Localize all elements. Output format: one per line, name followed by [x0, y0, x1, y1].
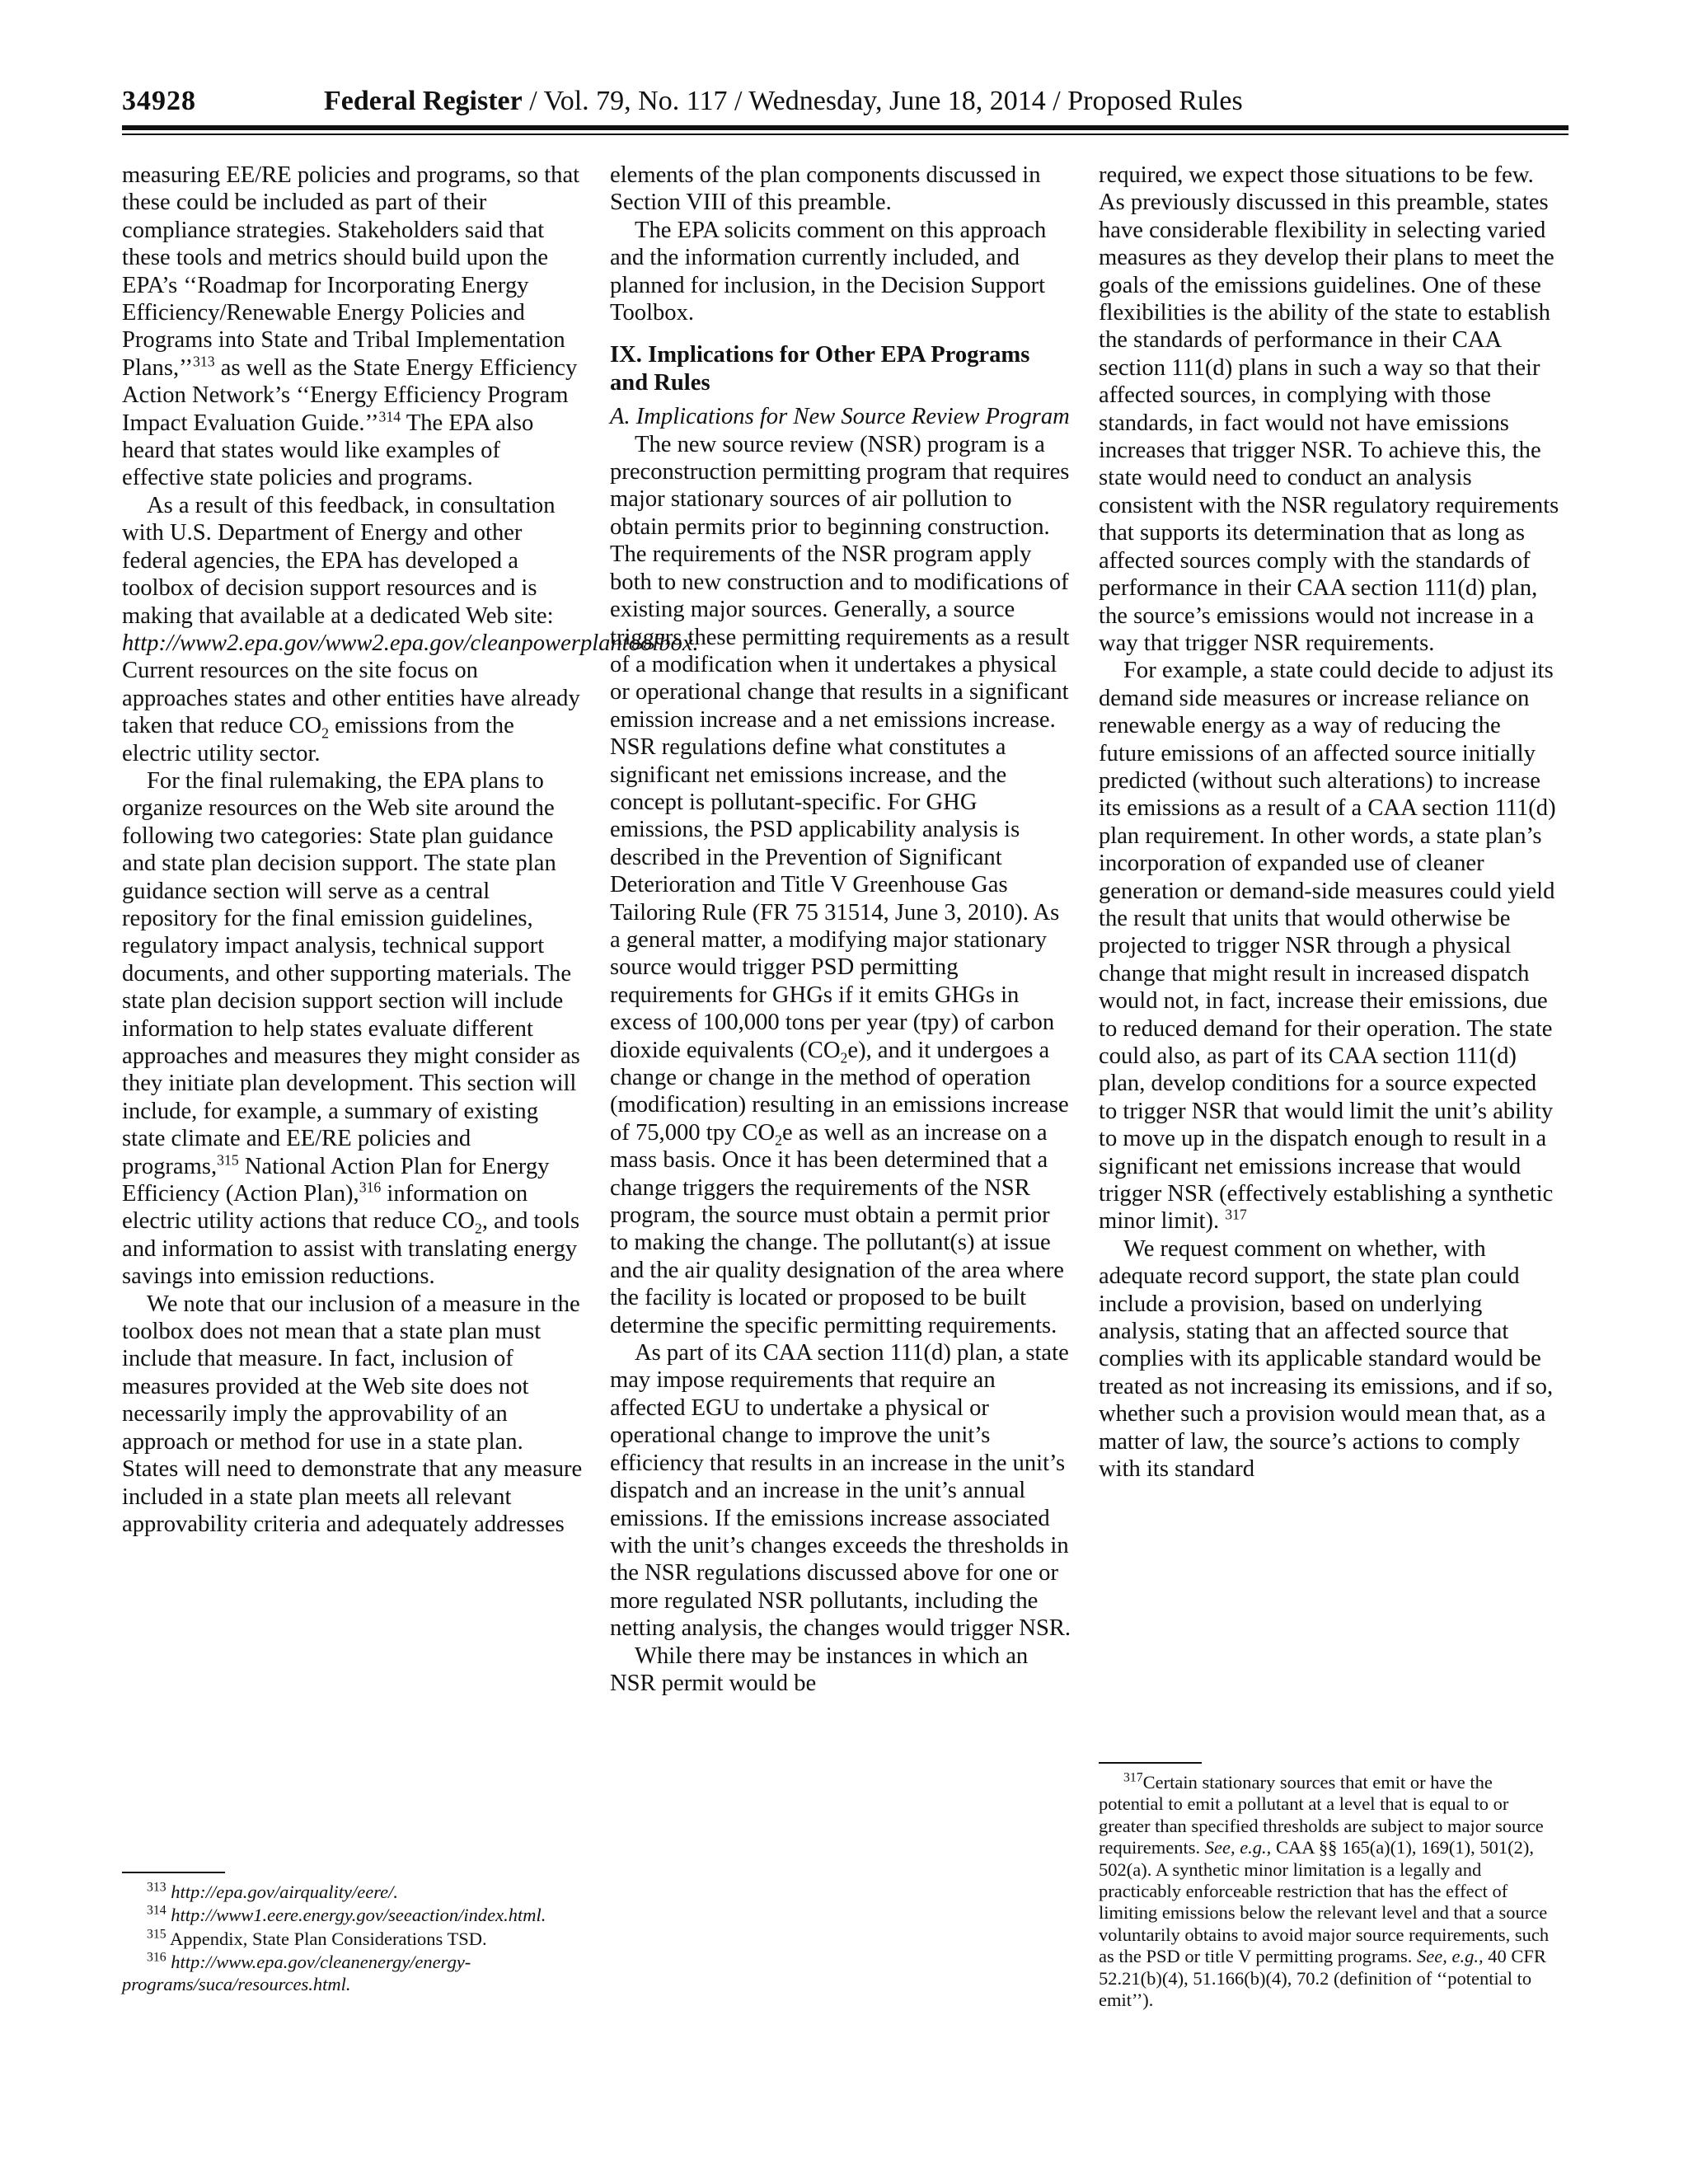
web-link[interactable]: http://www.epa.gov/cleanenergy/energy-programs/suca/resources.html.	[122, 1952, 471, 1994]
footnote	[1099, 1772, 1560, 2011]
footnote-number: 314	[147, 1903, 166, 1918]
text-run: as well as the State Energy Efficiency Action Network’s ‘‘Energy Efficiency Program Impact Evaluation Guide.’’	[122, 354, 578, 436]
footnote-number: 316	[147, 1950, 166, 1965]
text-run: The new source review (NSR) program is a preconstruction permitting program that requires major stationary sources of air pollution to obtain permits prior to beginning construction. The requirements of the NSR program apply both to new construction and to modifications of existing major sources. Generally, a source triggers these permitting requirements as a result of a modification when it undertakes a physical or operational change that results in a significant emission increase and a net emissions increase. NSR regulations define what constitutes a significant net emissions increase, and the concept is pollutant-specific. For GHG emissions, the PSD applicability analysis is described in the Prevention of Significant Deterioration and Title V Greenhouse Gas Tailoring Rule (FR 75 31514, June 3, 2010). As a general matter, a modifying major stationary source would trigger PSD permitting requirements for GHGs if it emits GHGs in excess of 100,000 tons per year (tpy) of carbon dioxide equivalents (CO	[610, 431, 1070, 1063]
column-2	[610, 162, 1071, 1697]
footnote-number: 317	[1123, 1770, 1143, 1785]
text-run: For the final rulemaking, the EPA plans to organize resources on the Web site around the following two categories: State plan guidance and state plan decision support. The state plan guidance section will serve as a central repository for the final emission guidelines, regulatory impact analysis, technical support documents, and other supporting materials. The state plan decision support section will include information to help states evaluate different approaches and measures they might consider as they initiate plan development. This section will include, for example, a summary of existing state climate and EE/RE policies and programs,	[122, 767, 580, 1179]
web-link[interactable]: http://epa.gov/airquality/eere/.	[171, 1882, 399, 1902]
footnote-text: CAA §§ 165(a)(1), 169(1), 501(2), 502(a). A synthetic minor limitation is a legally and practicably enforceable restriction that has the effect of limiting emissions below the relevant level and that a source voluntarily obtains to avoid major source requirements, such as the PSD or title V permitting programs.	[1099, 1837, 1550, 1967]
citation-signal: See, e.g.,	[1417, 1946, 1484, 1967]
subscript: 2	[840, 1049, 848, 1066]
paragraph: As part of its CAA section 111(d) plan, a state may impose requirements that require an affected EGU to undertake a physical or operational change to improve the unit’s efficiency that results in an increase in the unit’s dispatch and an increase in the unit’s annual emissions. If the emissions increase associated with the unit’s changes exceeds the thresholds in the NSR regulations discussed above for one or more regulated NSR pollutants, including the netting analysis, the changes would trigger NSR.	[610, 1340, 1071, 1642]
subscript: 2	[321, 724, 330, 742]
paragraph	[1099, 657, 1560, 1235]
citation-signal: See, e.g.,	[1204, 1837, 1272, 1858]
footnote-rule	[1099, 1762, 1202, 1764]
page-header	[122, 86, 1566, 127]
text-run: measuring EE/RE policies and programs, so that these could be included as part of their compliance strategies. Stakeholders said that these tools and metrics should build upon the EPA’s ‘‘Roadmap for Incorporating Energy Efficiency/Renewable Energy Policies and Programs into State and Tribal Implementation Plans,’’	[122, 162, 580, 381]
footnote-number: 313	[147, 1880, 166, 1895]
paragraph: While there may be instances in which an NSR permit would be	[610, 1643, 1029, 1696]
paragraph: The EPA solicits comment on this approach and the information currently included, and planned for inclusion, in the Decision Support Toolbox.	[610, 217, 1047, 326]
footnote-text: Certain stationary sources that emit or have the potential to emit a pollutant at a level that is equal to or greater than specified thresholds are subject to major source requirements.	[1099, 1772, 1544, 1858]
section-heading: IX. Implications for Other EPA Programs and Rules	[610, 342, 1030, 396]
footnote-number: 315	[147, 1927, 166, 1942]
paragraph	[610, 431, 1071, 1339]
subsection-heading: A. Implications for New Source Review Program	[610, 404, 1070, 430]
footnote-ref: 314	[378, 408, 401, 425]
text-run: Current resources on the site focus on approaches states and other entities have already taken that reduce CO	[122, 658, 580, 739]
footnote-text: Appendix, State Plan Considerations TSD.	[170, 1928, 487, 1949]
paragraph	[122, 162, 584, 492]
text-run: National Action Plan for Energy Efficiency (Action Plan),	[122, 1153, 550, 1207]
footnote-ref: 313	[193, 353, 215, 370]
paragraph: We request comment on whether, with adequate record support, the state plan could include a provision, based on underlying analysis, stating that an affected source that complies with its applicable standard would be treated as not increasing its emissions, and if so, whether such a provision would mean that, as a matter of law, the source’s actions to comply with its standard	[1099, 1235, 1554, 1483]
web-link[interactable]: http://www1.eere.energy.gov/seeaction/index.html.	[171, 1905, 546, 1926]
footnote	[122, 1952, 584, 1995]
footnotes-right	[1099, 1762, 1560, 2013]
header-rule-thin	[122, 134, 1568, 135]
paragraph: required, we expect those situations to be few. As previously discussed in this preamble, states have considerable flexibility in selecting varied measures as they develop their plans to meet the goals of the emissions guidelines. One of these flexibilities is the ability of the state to establish the standards of performance in their CAA section 111(d) plans in such a way so that their affected sources, in complying with those standards, in fact would not have emissions increases that trigger NSR. To achieve this, the state would need to conduct an analysis consistent with the NSR regulatory requirements that supports its determination that as long as affected sources comply with the standards of performance in their CAA section 111(d) plan, the source’s emissions would not increase in a way that trigger NSR requirements.	[1099, 162, 1559, 656]
header-rule-thick	[122, 125, 1568, 130]
footnotes-left	[122, 1872, 584, 1997]
issue-details: / Vol. 79, No. 117 / Wednesday, June 18, 2014 / Proposed Rules	[522, 86, 1243, 116]
text-run: emissions from the electric utility sector.	[122, 713, 514, 766]
text-run: e as well as an increase on a mass basis. Once it has been determined that a change triggers the requirements of the NSR program, the source must obtain a permit prior to making the change. The pollutant(s) at issue and the air quality designation of the area where the facility is located or proposed to be built determine the specific permitting requirements.	[610, 1119, 1065, 1338]
footnote	[122, 1929, 584, 1950]
paragraph	[122, 767, 584, 1291]
subscript: 2	[474, 1221, 482, 1238]
paragraph: elements of the plan components discussed in Section VIII of this preamble.	[610, 162, 1041, 216]
paragraph: We note that our inclusion of a measure in the toolbox does not mean that a state plan must include that measure. In fact, inclusion of measures provided at the Web site does not necessarily imply the approvability of an approach or method for use in a state plan. States will need to demonstrate that any measure included in a state plan meets all relevant approvability criteria and adequately addresses	[122, 1291, 583, 1537]
text-run: , and tools and information to assist with translating energy savings into emission reductions.	[122, 1208, 580, 1290]
text-run: information on electric utility actions that reduce CO	[122, 1181, 528, 1235]
page-number: 34928	[122, 86, 196, 116]
footnote-text: 40 CFR 52.21(b)(4), 51.166(b)(4), 70.2 (definition of ‘‘potential to emit’’).	[1099, 1946, 1546, 2011]
text-run: For example, a state could decide to adjust its demand side measures or increase reliance on renewable energy as a way of reducing the future emissions of an affected source initially predicted (without such alterations) to increase its emissions as a result of a CAA section 111(d) plan requirement. In other words, a state plan’s incorporation of expanded use of cleaner generation or demand-side measures could yield the result that units that would otherwise be projected to trigger NSR through a physical change that might result in increased dispatch would not, in fact, increase their emissions, due to reduced demand for their operation. The state could also, as part of its CAA section 111(d) plan, develop conditions for a source expected to trigger NSR that would limit the unit’s ability to move up in the dispatch enough to result in a significant net emissions increase that would trigger NSR (effectively establishing a synthetic minor limit).	[1099, 658, 1556, 1235]
column-3	[1099, 162, 1560, 1483]
footnote-ref: 315	[217, 1151, 239, 1169]
footnote-ref: 317	[1225, 1206, 1247, 1223]
paragraph	[122, 492, 699, 767]
subscript: 2	[775, 1132, 783, 1149]
footnote	[122, 1882, 584, 1903]
text-run: e), and it undergoes a change or change in the method of operation (modification) resulting in an emissions increase of 75,000 tpy CO	[610, 1037, 1069, 1146]
text-run: The EPA also heard that states would like examples of effective state policies and programs.	[122, 410, 534, 491]
publication-title	[324, 86, 1243, 117]
footnote-rule	[122, 1872, 225, 1873]
web-link[interactable]: http://www2.epa.gov/www2.epa.gov/cleanpowerplantoolbox.	[122, 630, 699, 656]
footnote	[122, 1905, 584, 1926]
text-run: As a result of this feedback, in consultation with U.S. Department of Energy and other federal agencies, the EPA has developed a toolbox of decision support resources and is making that available at a dedicated Web site:	[122, 492, 556, 629]
column-1	[122, 162, 699, 1538]
publication-name: Federal Register	[324, 86, 523, 116]
footnote-ref: 316	[359, 1179, 382, 1196]
